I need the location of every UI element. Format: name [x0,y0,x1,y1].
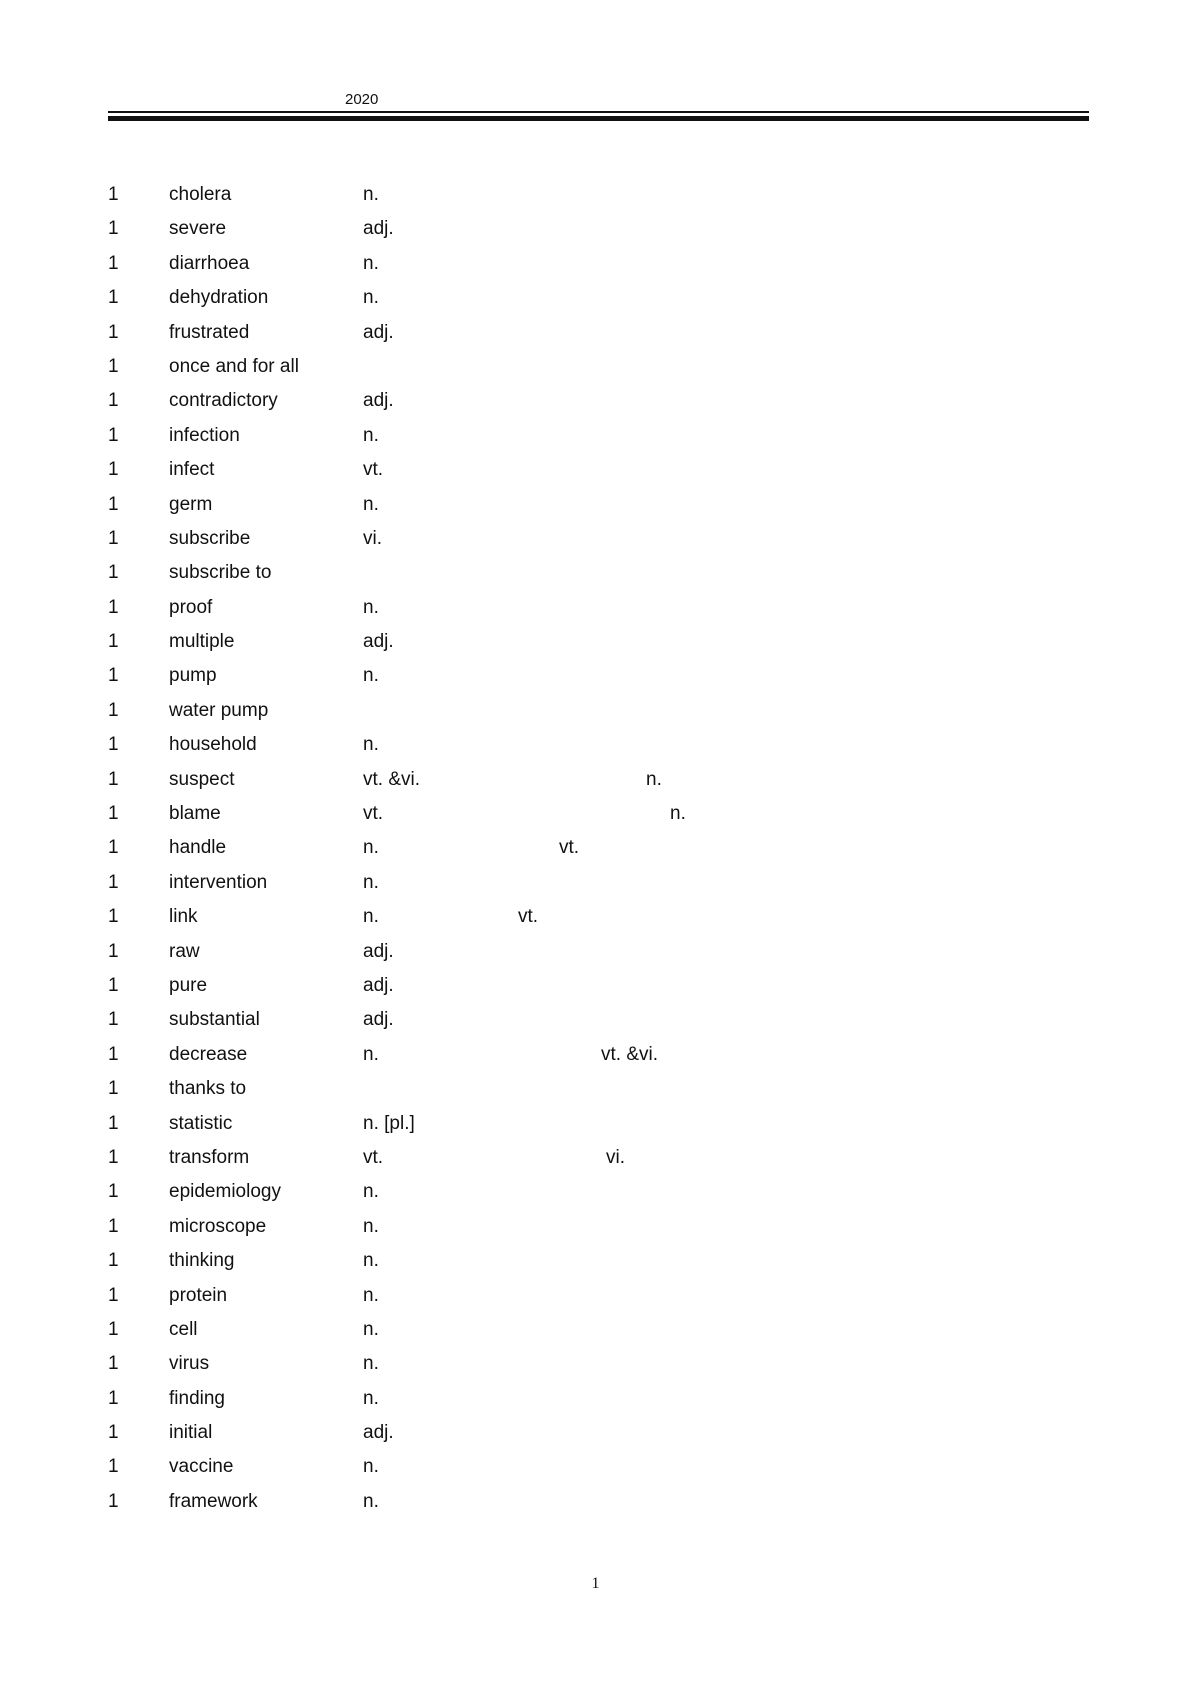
lesson-number: 1 [108,1353,119,1375]
part-of-speech: adj. [363,390,394,412]
vocab-word: once and for all [169,355,299,377]
vocab-word: virus [169,1353,210,1375]
lesson-number: 1 [108,1112,119,1134]
lesson-number: 1 [108,940,119,962]
vocab-word: thanks to [169,1078,247,1100]
vocab-row [0,1003,1191,1037]
vocabulary-list [0,178,1191,1519]
vocab-row [0,1210,1191,1244]
lesson-number: 1 [108,287,119,309]
vocab-word: protein [169,1284,228,1306]
vocab-word: dehydration [169,287,269,309]
vocab-row [0,1141,1191,1175]
part-of-speech: adj. [363,321,394,343]
vocab-row [0,935,1191,969]
lesson-number: 1 [108,390,119,412]
vocab-row [0,1347,1191,1381]
vocab-row [0,247,1191,281]
vocab-row [0,1279,1191,1313]
part-of-speech: n. [363,493,379,515]
vocab-row [0,556,1191,590]
lesson-number: 1 [108,665,119,687]
vocab-row [0,1382,1191,1416]
vocab-row [0,1485,1191,1519]
vocab-word: link [169,906,198,928]
part-of-speech: adj. [363,1422,394,1444]
header-rule-thin [108,111,1089,113]
vocab-word: intervention [169,871,268,893]
lesson-number: 1 [108,321,119,343]
vocab-word: transform [169,1146,250,1168]
vocab-word: severe [169,218,227,240]
vocab-row [0,831,1191,865]
vocab-row [0,1450,1191,1484]
vocab-row [0,1107,1191,1141]
lesson-number: 1 [108,459,119,481]
lesson-number: 1 [108,631,119,653]
vocab-row [0,212,1191,246]
part-of-speech: n. [363,871,379,893]
header-rule-thick [108,116,1089,121]
vocab-row [0,1313,1191,1347]
vocab-word: diarrhoea [169,252,250,274]
part-of-speech-secondary: n. [646,768,662,790]
lesson-number: 1 [108,424,119,446]
lesson-number: 1 [108,803,119,825]
part-of-speech: vt. [363,803,384,825]
vocab-row [0,728,1191,762]
lesson-number: 1 [108,1181,119,1203]
vocab-row [0,625,1191,659]
lesson-number: 1 [108,974,119,996]
lesson-number: 1 [108,1215,119,1237]
vocab-word: frustrated [169,321,250,343]
lesson-number: 1 [108,1078,119,1100]
vocab-word: framework [169,1490,258,1512]
part-of-speech-secondary: vt. &vi. [601,1043,659,1065]
vocab-row [0,1072,1191,1106]
vocab-word: suspect [169,768,235,790]
page-number: 1 [591,1575,600,1592]
part-of-speech-secondary: n. [670,803,686,825]
vocab-word: blame [169,803,221,825]
lesson-number: 1 [108,837,119,859]
vocab-word: pump [169,665,217,687]
vocab-word: epidemiology [169,1181,281,1203]
vocab-row [0,522,1191,556]
part-of-speech: adj. [363,631,394,653]
part-of-speech: n. [363,837,379,859]
vocab-word: infection [169,424,240,446]
vocab-word: raw [169,940,200,962]
vocab-row [0,316,1191,350]
vocab-word: vaccine [169,1456,234,1478]
lesson-number: 1 [108,871,119,893]
part-of-speech: n. [363,287,379,309]
lesson-number: 1 [108,1490,119,1512]
vocab-row [0,281,1191,315]
header-year: 2020 [345,91,379,108]
lesson-number: 1 [108,906,119,928]
part-of-speech: n. [363,1215,379,1237]
vocab-row [0,900,1191,934]
vocab-word: statistic [169,1112,233,1134]
vocab-word: decrease [169,1043,248,1065]
lesson-number: 1 [108,734,119,756]
part-of-speech: adj. [363,218,394,240]
part-of-speech: n. [363,252,379,274]
lesson-number: 1 [108,1043,119,1065]
vocab-row [0,797,1191,831]
part-of-speech: n. [363,906,379,928]
lesson-number: 1 [108,1422,119,1444]
vocab-row [0,659,1191,693]
vocab-row [0,591,1191,625]
lesson-number: 1 [108,1387,119,1409]
part-of-speech: n. [363,1181,379,1203]
lesson-number: 1 [108,596,119,618]
vocab-word: handle [169,837,227,859]
vocab-word: subscribe to [169,562,272,584]
part-of-speech-secondary: vt. [518,906,539,928]
part-of-speech: vt. [363,459,384,481]
part-of-speech: n. [363,424,379,446]
part-of-speech: n. [363,596,379,618]
vocab-row [0,453,1191,487]
part-of-speech: adj. [363,974,394,996]
part-of-speech-secondary: vi. [606,1146,625,1168]
lesson-number: 1 [108,527,119,549]
lesson-number: 1 [108,493,119,515]
vocab-row [0,488,1191,522]
part-of-speech: n. [363,1284,379,1306]
part-of-speech: n. [363,1387,379,1409]
lesson-number: 1 [108,355,119,377]
vocab-word: initial [169,1422,213,1444]
lesson-number: 1 [108,1009,119,1031]
part-of-speech-secondary: vt. [559,837,580,859]
part-of-speech: adj. [363,940,394,962]
part-of-speech: n. [363,665,379,687]
part-of-speech: n. [363,1318,379,1340]
vocab-row [0,1416,1191,1450]
part-of-speech: vt. &vi. [363,768,421,790]
lesson-number: 1 [108,699,119,721]
part-of-speech: adj. [363,1009,394,1031]
part-of-speech: n. [363,1250,379,1272]
vocab-word: cholera [169,184,232,205]
lesson-number: 1 [108,1456,119,1478]
vocab-word: finding [169,1387,225,1409]
vocab-word: substantial [169,1009,260,1031]
lesson-number: 1 [108,1146,119,1168]
lesson-number: 1 [108,1284,119,1306]
vocab-word: pure [169,974,208,996]
part-of-speech: vt. [363,1146,384,1168]
vocab-word: water pump [169,699,269,721]
lesson-number: 1 [108,1250,119,1272]
part-of-speech: n. [363,734,379,756]
part-of-speech: n. [pl.] [363,1112,415,1134]
vocab-row [0,178,1191,212]
vocab-row [0,969,1191,1003]
part-of-speech: n. [363,1490,379,1512]
vocab-row [0,763,1191,797]
lesson-number: 1 [108,1318,119,1340]
lesson-number: 1 [108,562,119,584]
vocab-row [0,694,1191,728]
part-of-speech: n. [363,1456,379,1478]
vocab-word: household [169,734,257,756]
vocab-row [0,419,1191,453]
vocab-word: subscribe [169,527,251,549]
vocab-row [0,350,1191,384]
lesson-number: 1 [108,768,119,790]
vocab-word: thinking [169,1250,235,1272]
vocab-row [0,866,1191,900]
part-of-speech: vi. [363,527,382,549]
vocab-word: germ [169,493,213,515]
vocab-word: microscope [169,1215,267,1237]
part-of-speech: n. [363,1353,379,1375]
vocab-row [0,1175,1191,1209]
vocab-word: contradictory [169,390,278,412]
vocab-row [0,1038,1191,1072]
vocab-word: multiple [169,631,235,653]
part-of-speech: n. [363,184,379,205]
lesson-number: 1 [108,218,119,240]
part-of-speech: n. [363,1043,379,1065]
vocab-row [0,384,1191,418]
vocab-row [0,1244,1191,1278]
vocab-word: cell [169,1318,198,1340]
lesson-number: 1 [108,184,119,205]
lesson-number: 1 [108,252,119,274]
vocab-word: infect [169,459,215,481]
vocab-word: proof [169,596,213,618]
